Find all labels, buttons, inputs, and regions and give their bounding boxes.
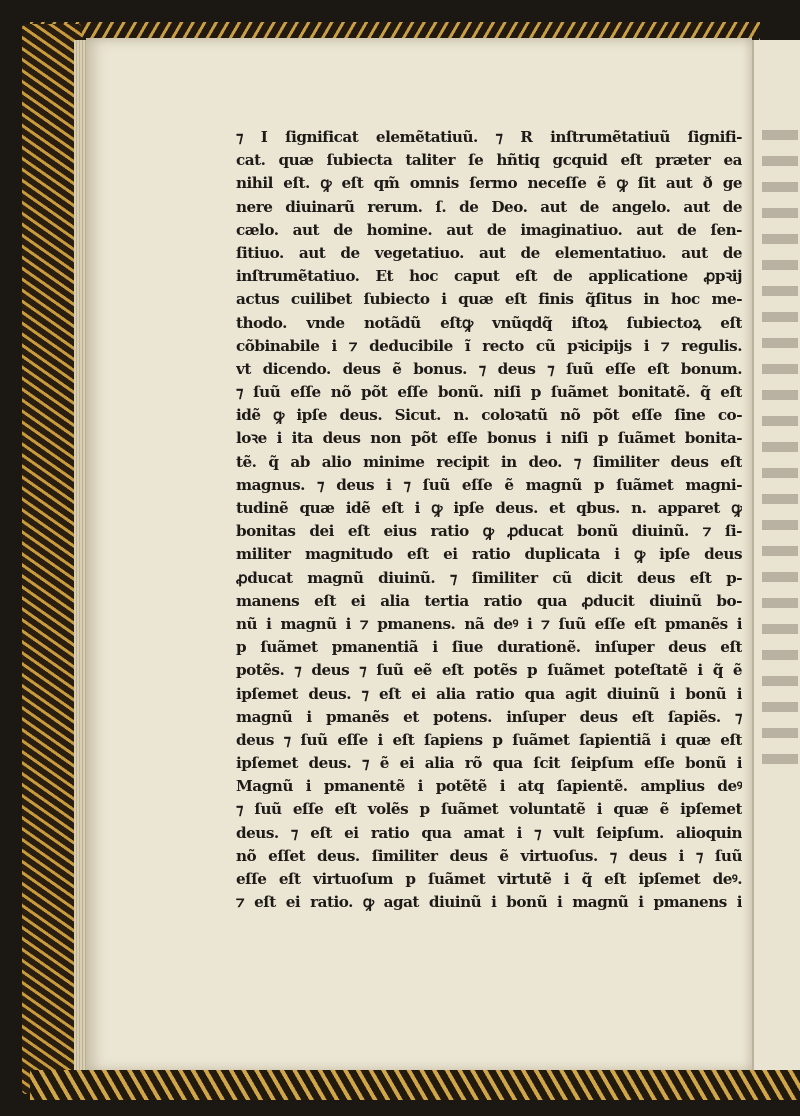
- text-line: cõbinabile i ⁊ deducibile ĩ recto cũ pꝛicipijs i ⁊ regulis.: [236, 336, 742, 355]
- text-line: ⁊ eſt ei ratio. ꝙ agat diuinũ i bonũ i magnũ i pmanens i: [236, 893, 742, 912]
- text-line: manens eſt ei alia tertia ratio qua ꝓducit diuinũ bo-: [236, 591, 742, 610]
- text-line: militer magnitudo eſt ei ratio duplicata i ꝙ ipſe deus: [236, 545, 742, 564]
- text-line: magnus. ⁊ deus i ⁊ ſuũ eſſe ẽ magnũ p ſuãmet magni-: [236, 475, 742, 494]
- text-line: tẽ. q̃ ab alio minime recipit in deo. ⁊ ſimiliter deus eſt: [236, 452, 742, 471]
- text-line: ipſemet deus. ⁊ eſt ei alia ratio qua agit diuinũ i bonũ i: [236, 684, 742, 703]
- text-line: vt dicendo. deus ẽ bonus. ⁊ deus ⁊ ſuũ eſſe eſt bonum.: [236, 359, 742, 378]
- text-line: eſſe eſt virtuoſum p ſuãmet virtutẽ i q̃ eſt ipſemet deꝰ.: [236, 870, 742, 888]
- text-line: nũ i magnũ i ⁊ pmanens. nã deꝰ i ⁊ ſuũ eſſe eſt pmanẽs i: [236, 614, 742, 633]
- text-line: magnũ i pmanẽs et potens. inſuper deus eſt ſapiẽs. ⁊: [236, 707, 742, 726]
- text-line: bonitas dei eſt eius ratio ꝙ ꝓducat bonũ diuinũ. ⁊ ſi-: [236, 522, 742, 541]
- text-line: tudinẽ quæ idẽ eſt i ꝙ ipſe deus. et qbus. n. apparet ꝙ: [236, 499, 742, 517]
- page-text: [236, 126, 742, 914]
- text-line: ⁊ ſuũ eſſe nõ põt eſſe bonũ. niſi p ſuãmet bonitatẽ. q̃ eſt: [236, 383, 742, 402]
- text-line: potẽs. ⁊ deus ⁊ ſuũ eẽ eſt potẽs p ſuãmet poteſtatẽ i q̃ ẽ: [236, 661, 742, 680]
- text-line: ⁊ ſuũ eſſe eſt volẽs p ſuãmet voluntatẽ i quæ ẽ ipſemet: [236, 800, 742, 819]
- text-line: cælo. aut de homine. aut de imaginatiuo. aut de ſen-: [236, 220, 742, 239]
- text-line: thodo. vnde notãdũ eſtꝙ vnũqdq̃ iſtoꝝ ſubiectoꝝ eſt: [236, 313, 742, 332]
- text-line: loꝛe i ita deus non põt eſſe bonus i niſi p ſuãmet bonita-: [236, 429, 742, 448]
- text-line: deus. ⁊ eſt ei ratio qua amat i ⁊ vult ſeipſum. alioquin: [236, 823, 742, 842]
- adjacent-page-text-shadow: [762, 130, 798, 770]
- text-line: ſitiuo. aut de vegetatiuo. aut de elementatiuo. aut de: [236, 243, 742, 262]
- text-line: ⁊ I ſignificat elemẽtatiuũ. ⁊ R inſtrumẽtatiuũ ſignifi-: [236, 128, 742, 146]
- text-line: nihil eſt. ꝙ eſt qm̃ omnis ſermo neceſſe ẽ ꝙ ſit aut ð ge: [236, 174, 742, 193]
- text-line: inſtrumẽtatiuo. Et hoc caput eſt de applicatione ꝓpꝛij: [236, 267, 742, 286]
- text-line: ꝓducat magnũ diuinũ. ⁊ ſimiliter cũ dicit deus eſt p-: [236, 568, 742, 587]
- ornamental-border-left: [22, 24, 82, 1094]
- text-line: deus ⁊ ſuũ eſſe i eſt ſapiens p ſuãmet ſapientiã i quæ eſt: [236, 730, 742, 749]
- text-line: idẽ ꝙ ipſe deus. Sicut. n. coloꝛatũ nõ põt eſſe ſine co-: [236, 406, 742, 425]
- text-line: cat. quæ ſubiecta taliter ſe hñtiq gcquid eſt præter ea: [236, 151, 742, 170]
- text-line: ipſemet deus. ⁊ ẽ ei alia rõ qua ſcit ſeipſum eſſe bonũ i: [236, 754, 742, 773]
- text-line: p ſuãmet pmanentiã i ſiue durationẽ. inſuper deus eſt: [236, 638, 742, 657]
- text-line: nere diuinarũ rerum. ſ. de Deo. aut de angelo. aut de: [236, 197, 742, 216]
- text-line: Magnũ i pmanentẽ i potẽtẽ i atq ſapientẽ. amplius deꝰ: [236, 777, 742, 796]
- adjacent-page: [752, 40, 800, 1080]
- ornamental-border-bottom: [30, 1070, 800, 1100]
- text-line: nõ eſſet deus. ſimiliter deus ẽ virtuoſus. ⁊ deus i ⁊ ſuũ: [236, 846, 742, 865]
- text-line: actus cuilibet ſubiecto i quæ eſt finis q̃ſitus in hoc me-: [236, 290, 742, 309]
